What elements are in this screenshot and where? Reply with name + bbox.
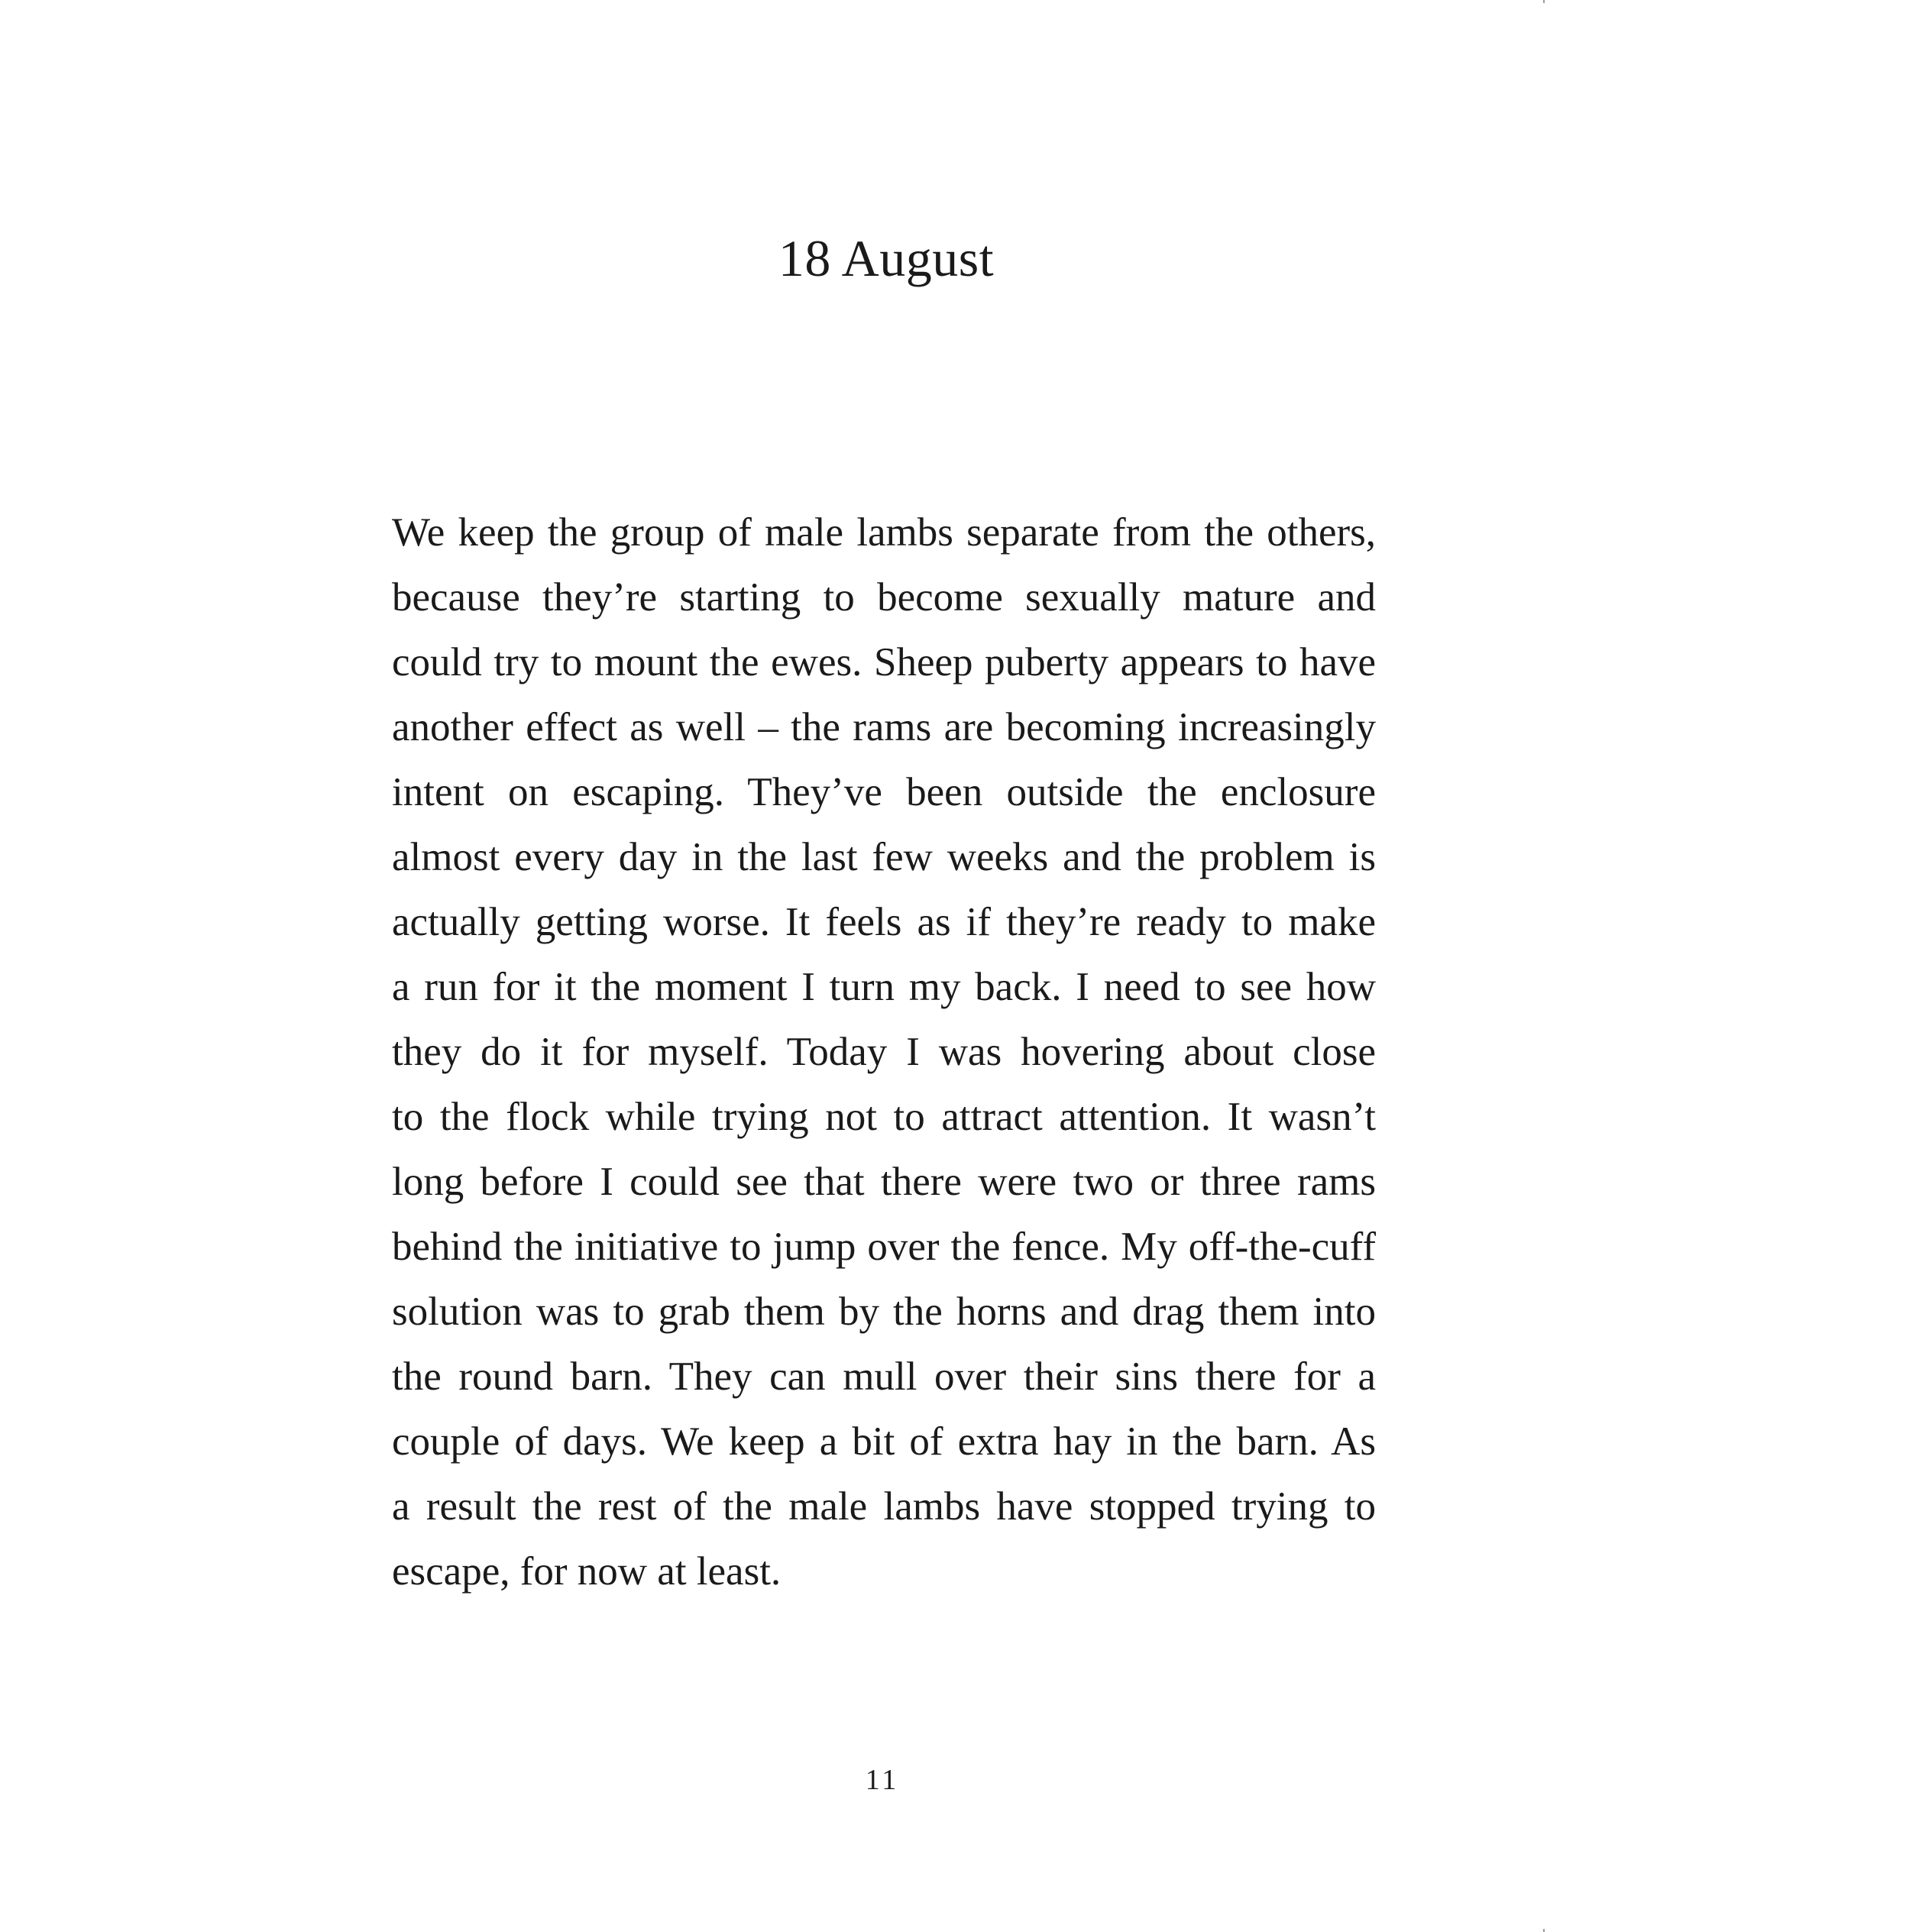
crop-mark-bottom	[1543, 1929, 1545, 1932]
page-number: 11	[865, 1764, 900, 1796]
body-line: another effect as well – the rams are becoming increasingly	[392, 705, 1376, 749]
body-line: almost every day in the last few weeks and the problem is	[392, 835, 1376, 879]
body-line: a run for it the moment I turn my back. I need to see how	[392, 965, 1376, 1009]
body-line: couple of days. We keep a bit of extra hay in the barn. As	[392, 1419, 1376, 1464]
body-line: to the flock while trying not to attract attention. It wasn’t	[392, 1095, 1376, 1139]
entry-date-heading: 18 August	[778, 229, 995, 287]
body-line: behind the initiative to jump over the fence. My off-the-cuff	[392, 1225, 1376, 1269]
body-line: intent on escaping. They’ve been outside the enclosure	[392, 770, 1376, 814]
body-line: a result the rest of the male lambs have stopped trying to	[392, 1484, 1376, 1529]
entry-body-text	[392, 500, 1376, 1604]
body-line: long before I could see that there were two or three rams	[392, 1160, 1376, 1204]
body-line: because they’re starting to become sexually mature and	[392, 575, 1376, 620]
body-line: actually getting worse. It feels as if they’re ready to make	[392, 900, 1376, 944]
body-line: the round barn. They can mull over their sins there for a	[392, 1354, 1376, 1399]
body-line-last: escape, for now at least.	[392, 1549, 782, 1594]
body-line: could try to mount the ewes. Sheep puberty appears to have	[392, 640, 1376, 684]
body-line: We keep the group of male lambs separate from the others,	[392, 510, 1376, 555]
body-line: they do it for myself. Today I was hovering about close	[392, 1030, 1376, 1074]
body-line: solution was to grab them by the horns and drag them into	[392, 1290, 1376, 1334]
crop-mark-top	[1543, 0, 1545, 3]
